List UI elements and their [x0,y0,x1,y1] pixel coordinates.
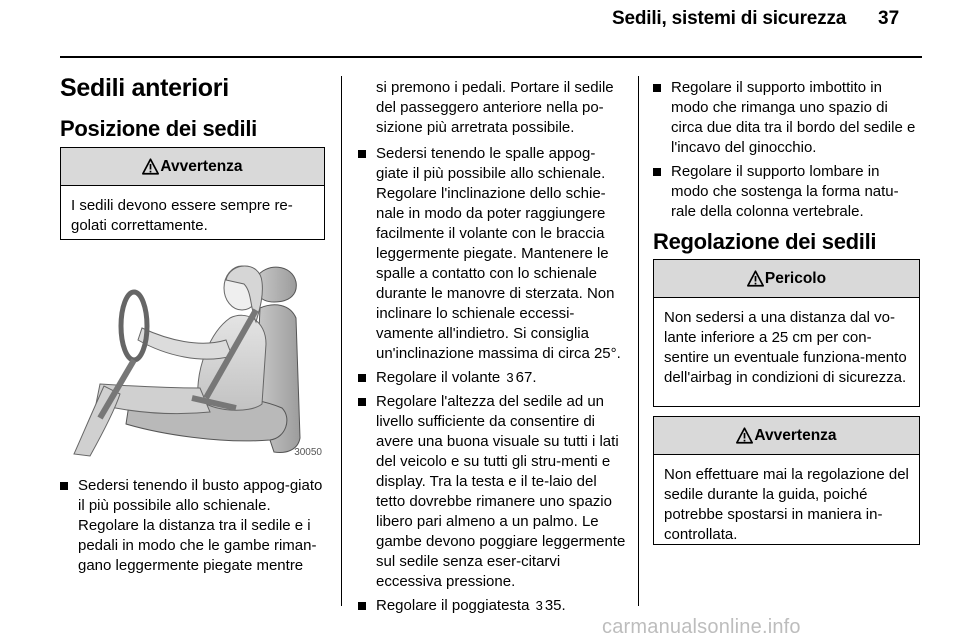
warning-box-header [654,417,919,455]
bullet-icon [358,374,366,382]
page-number: 37 [878,8,900,29]
list-item [358,144,626,364]
list-item [358,368,626,388]
warning-box-text: Non effettuare mai la regolazione del sedile durante la guida, poiché potrebbe spostarsi in maniera in-controllata. [664,466,909,543]
section-title: Sedili anteriori [60,74,229,102]
list-item-text: Sedersi tenendo il busto appog-giato il più possibile allo schienale. Regolare la distanza tra il sedile e i pedali in modo che le gambe riman-gano leggermente piegate mentre [78,477,323,574]
warning-box [60,147,325,240]
page-reference-icon: 3 [535,598,543,613]
bullet-icon [358,602,366,610]
page-reference-icon: 3 [506,370,514,385]
bullet-icon [653,168,661,176]
danger-box [653,259,920,407]
warning-box-title: Avvertenza [754,426,837,444]
list-item-text: Sedersi tenendo le spalle appog-giate il più possibile allo schienale. Regolare l'inclinazione dello schie-nale in modo da poter raggiungere facilmente il volante con le braccia leggermente piegate. Mantenere le spalle a contatto con lo schienale durante le manovre di sterzata. Non inclinare lo schienale eccessi-vamente all'indietro. Si consiglia un'inclinazione massima di circa 25°. [376,145,621,362]
page-reference-link[interactable]: 35. [544,597,566,614]
figure-id: 30050 [294,447,322,458]
list-item [358,392,626,592]
column-3-list [653,78,921,226]
page-reference-link[interactable]: 67. [515,369,537,386]
list-item-text: Regolare il poggiatesta [376,597,530,614]
column-divider-2 [638,76,639,606]
list-item [358,596,626,616]
section-subtitle: Posizione dei sedili [60,116,257,141]
warning-box [653,416,920,545]
danger-box-title: Pericolo [764,269,827,287]
continuation-text: si premono i pedali. Portare il sedile del passeggero anteriore nella po-sizione più arretrata possibile. [376,79,614,136]
bullet-icon [358,150,366,158]
driver-seat-drawing [60,248,324,460]
section-2-title: Regolazione dei sedili [653,229,877,254]
column-2-text [358,78,626,620]
danger-box-header [654,260,919,298]
list-item [653,78,921,158]
warning-box-header [61,148,324,186]
bullet-icon [358,398,366,406]
bullet-icon [653,84,661,92]
header-rule [60,56,922,58]
warning-triangle-icon [736,427,753,444]
warning-triangle-icon [142,158,159,175]
bullet-icon [60,482,68,490]
running-header-title: Sedili, sistemi di sicurezza [612,8,847,29]
column-1-list [60,476,328,580]
column-divider-1 [341,76,342,606]
warning-box-title: Avvertenza [160,157,243,175]
warning-box-text: I sedili devono essere sempre re-golati correttamente. [71,197,293,234]
list-item-text: Regolare il supporto imbottito in modo che rimanga uno spazio di circa due dita tra il bordo del sedile e l'incavo del ginocchio. [671,79,916,156]
list-item-text: Regolare il supporto lombare in modo che sostenga la forma natu-rale della colonna vertebrale. [671,163,899,220]
watermark: carmanualsonline.info [602,616,801,638]
warning-triangle-icon [747,270,764,287]
seat-position-illustration [60,248,324,460]
list-item [60,476,328,576]
list-item-text: Regolare l'altezza del sedile ad un livello sufficiente da consentire di avere una buona visuale su tutti i lati del veicolo e su tutti gli stru-menti e display. Tra la testa e il te-laio del tetto dovrebbe rimanere uno spazio libero pari almeno a un palmo. Le gambe devono poggiare leggermente sul sedile senza eser-citarvi eccessiva pressione. [376,393,626,590]
list-item [653,162,921,222]
list-item-text: Regolare il volante [376,369,501,386]
danger-box-text: Non sedersi a una distanza dal vo-lante inferiore a 25 cm per con-sentire un eventuale funziona-mento dell'airbag in condizioni di sicurezza. [664,309,907,386]
